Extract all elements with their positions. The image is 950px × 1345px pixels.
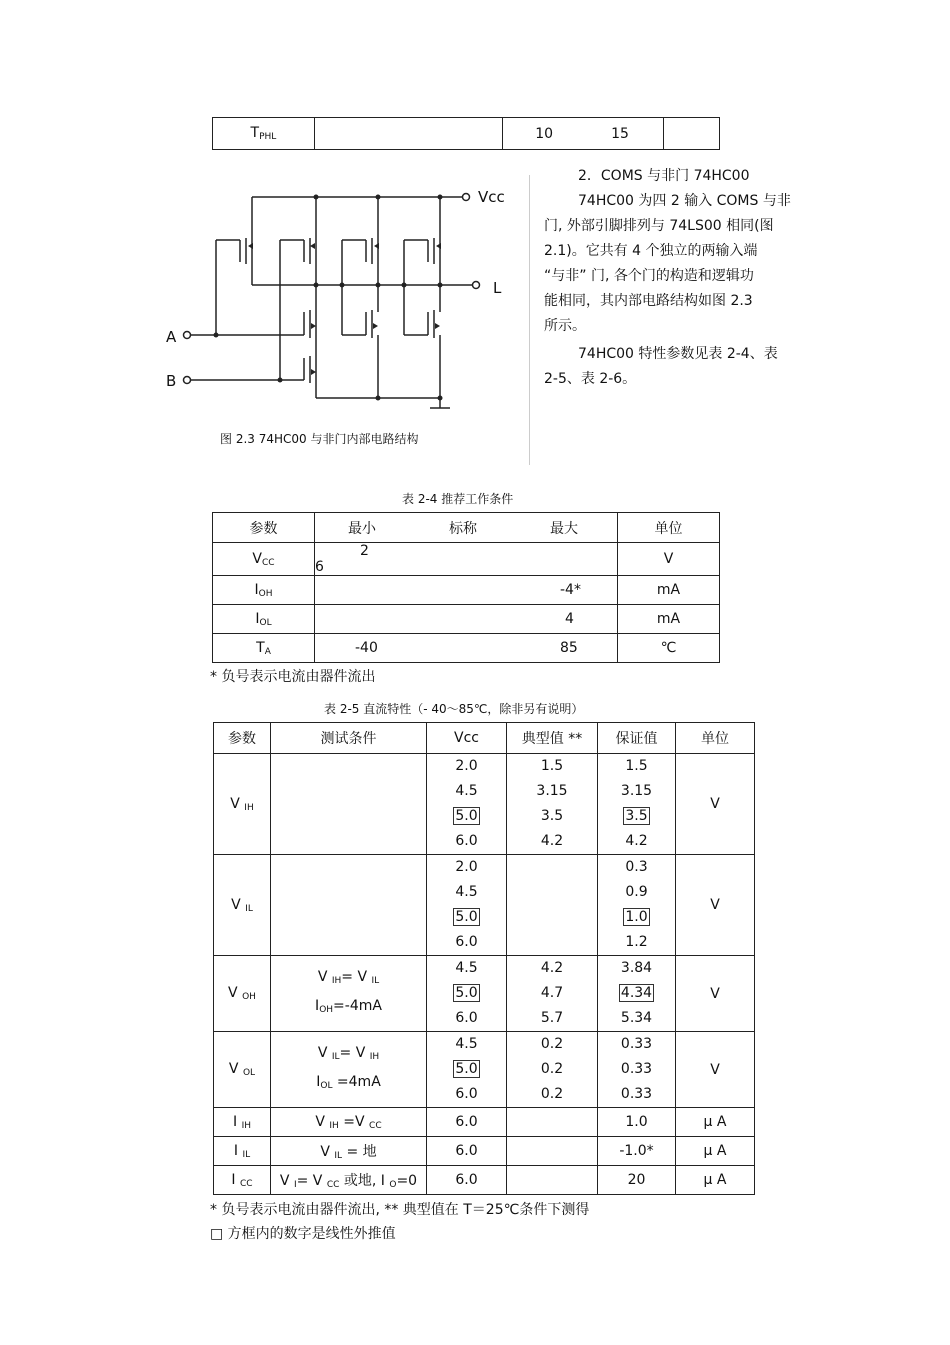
table24-title: 表 2-4 推荐工作条件 [402, 492, 514, 506]
table25 [213, 722, 755, 1195]
table-row: $I_{OH}$ -4* mA [213, 576, 720, 605]
table-row: I $_{CC}$ V $_I$= V $_{CC}$ 或地, I $_O$=0 6.0 20 μ A [214, 1166, 755, 1195]
output-label: L [493, 279, 502, 297]
table-row: $T_A$ -40 85 ℃ [213, 634, 720, 663]
table-header-row: 参数 最小 标称 最大 单位 [213, 513, 720, 543]
table-row: V $_{OH}$ V $_{IH}$= V $_{IL}$ $I_{OH}=-4mA$ 4.5 5.0 6.0 4.2 4.7 5.7 3.84 4.34 5.34 V [214, 956, 755, 1032]
section-heading: 2．COMS 与非门 74HC00 [578, 168, 750, 184]
input-a-label: A [166, 328, 177, 346]
table25-note-2: □ 方框内的数字是线性外推值 [210, 1226, 396, 1242]
table24 [212, 512, 720, 663]
table-row: I $_{IL}$ V $_{IL}$ = 地 6.0 -1.0* μ A [214, 1137, 755, 1166]
table24-note: * 负号表示电流由器件流出 [210, 669, 376, 685]
circuit-diagram [160, 180, 530, 420]
table-row: $I_{OL}$ 4 mA [213, 605, 720, 634]
table25-note-1: * 负号表示电流由器件流出, ** 典型值在 T＝25℃条件下测得 [210, 1202, 590, 1218]
max-value: 15 [611, 125, 629, 142]
table-row: $V_{CC}$ 26 V [213, 543, 720, 576]
table-row: V $_{IH}$ 2.0 4.5 5.0 6.0 1.5 3.15 3.5 4.2 1.5 3.15 3.5 4.2 V [214, 754, 755, 855]
table-header-row: 参数 测试条件 Vcc 典型值 ** 保证值 单位 [214, 723, 755, 754]
vcc-label: Vcc [478, 188, 505, 206]
section-body: 74HC00 为四 2 输入 COMS 与非 门, 外部引脚排列与 74LS00 相同(图 2.1)。它共有 4 个独立的两输入端 “与非” 门, 各个门的构造和逻辑功 能相同，其内部电路结构如图 2.3 所示。 74HC00 特性参数见表 2-4、表 2-5、表 2-6。 [544, 193, 791, 387]
table-row: V $_{OL}$ V $_{IL}$= V $_{IH}$ $I_{OL} =4mA$ 4.5 5.0 6.0 0.2 0.2 0.2 0.33 0.33 0.33 V [214, 1032, 755, 1108]
param-cell: $T_{PHL}$ [213, 118, 315, 150]
timing-table [212, 117, 720, 150]
table-row: I $_{IH}$ V $_{IH}$ =V $_{CC}$ 6.0 1.0 μ A [214, 1108, 755, 1137]
input-b-label: B [166, 372, 177, 390]
table-row: V $_{IL}$ 2.0 4.5 5.0 6.0 0.3 0.9 1.0 1.2 V [214, 855, 755, 956]
column-divider [529, 175, 530, 465]
typ-value: 10 [535, 125, 554, 142]
figure-caption: 图 2.3 74HC00 与非门内部电路结构 [220, 432, 419, 446]
table25-title: 表 2-5 直流特性（- 40～85℃，除非另有说明） [324, 702, 584, 716]
